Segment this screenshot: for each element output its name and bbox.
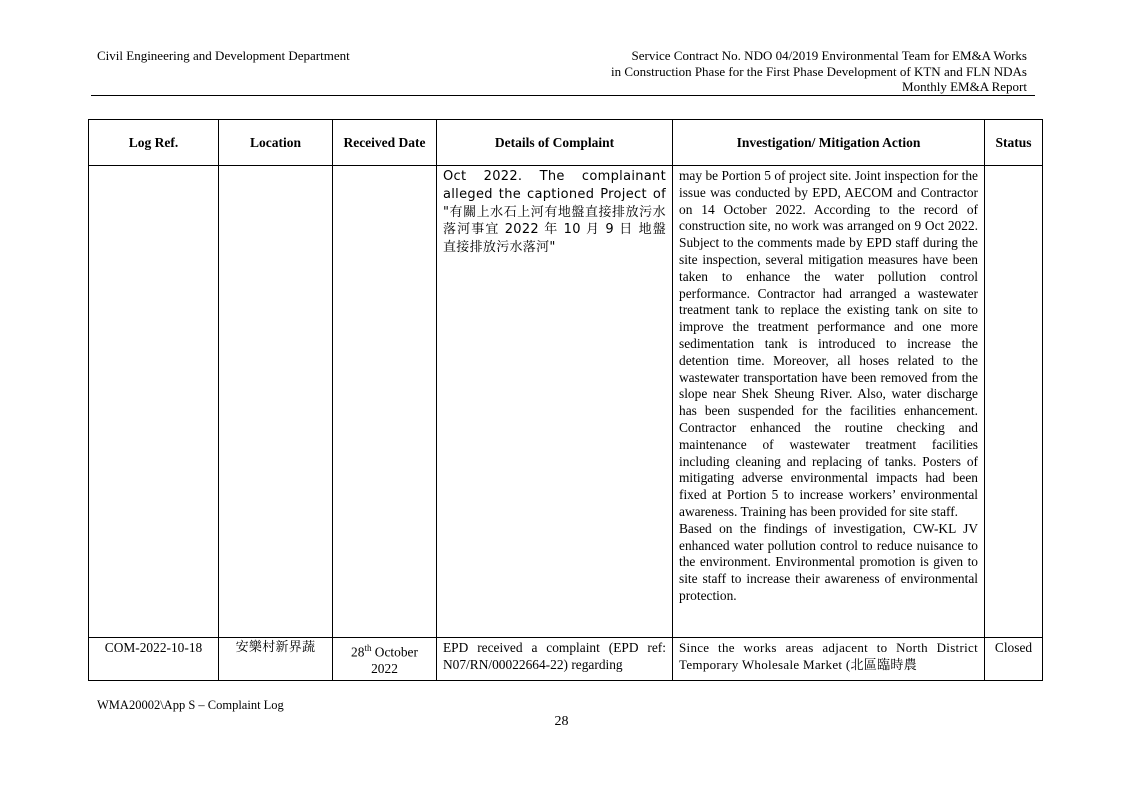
column-header-status: Status: [985, 120, 1043, 166]
complaint-log-table: [88, 119, 1043, 681]
column-header-details: Details of Complaint: [437, 120, 673, 166]
investigation-paragraph: may be Portion 5 of project site. Joint inspection for the issue was conducted by EPD, AECOM and Contractor on 14 October 2022. According to the record of construction site, no work was arranged on 9 Oct 2022. Subject to the comments made by EPD staff during the site inspection, several mitigation measures have been taken to enhance the water pollution control performance. Contractor had arranged a wastewater treatment tank to replace the existing tank on site to improve the treatment performance and one more sedimentation tank is introduced to increase the detention time. Moreover, all hoses related to the wastewater transportation have been removed from the slope near Shek Sheung River. Also, water discharge has been suspended for the facilities enhancement. Contractor enhanced the routine checking and maintenance of wastewater treatment facilities including cleaning and replacing of tanks. Posters of mitigating adverse environmental impacts had been fixed at Portion 5 to increase workers’ environmental awareness. Training has been provided for site staff.: [679, 168, 978, 519]
received-day: 28: [351, 644, 365, 660]
received-month-year: October 2022: [371, 644, 418, 677]
cell-received-date: [333, 166, 437, 638]
column-header-received-date: Received Date: [333, 120, 437, 166]
cell-status: [985, 166, 1043, 638]
column-header-investigation: Investigation/ Mitigation Action: [673, 120, 985, 166]
table-row: [89, 638, 1043, 681]
cell-investigation: Since the works areas adjacent to North District Temporary Wholesale Market (北區臨時農: [673, 638, 985, 681]
details-text: Oct 2022. The complainant alleged the captioned Project of "有關上水石上河有地盤直接排放污水落河事宜 2022 年 10 月 9 日 地盤直接排放污水落河": [443, 169, 666, 256]
page-number: 28: [554, 714, 569, 729]
column-header-log-ref: Log Ref.: [89, 120, 219, 166]
cell-investigation: [673, 166, 985, 638]
cell-location: [219, 166, 333, 638]
column-header-location: Location: [219, 120, 333, 166]
header-divider: [91, 95, 1035, 96]
footer-document-reference: WMA20002\App S – Complaint Log: [97, 698, 284, 712]
table-row: [89, 166, 1043, 638]
header-report-type: Monthly EM&A Report: [902, 79, 1027, 94]
cell-received-date: [333, 638, 437, 681]
cell-status: Closed: [985, 638, 1043, 681]
cell-details: [437, 166, 673, 638]
cell-log-ref: COM-2022-10-18: [89, 638, 219, 681]
investigation-paragraph: Based on the findings of investigation, CW-KL JV enhanced water pollution control to reduce nuisance to the environment. Environmental promotion is given to site staff to increase their awareness of environmental protection.: [679, 520, 978, 603]
cell-details: EPD received a complaint (EPD ref: N07/RN/00022664-22) regarding: [437, 638, 673, 681]
received-day-suffix: th: [364, 643, 372, 653]
cell-location: 安樂村新界蔬: [219, 638, 333, 681]
header-contract: [611, 48, 1027, 95]
header-department: Civil Engineering and Development Department: [97, 48, 350, 63]
header-contract-line1: Service Contract No. NDO 04/2019 Environmental Team for EM&A Works: [631, 48, 1027, 63]
table-header-row: [89, 120, 1043, 166]
header-contract-line2: in Construction Phase for the First Phase Development of KTN and FLN NDAs: [611, 63, 1027, 79]
cell-log-ref: [89, 166, 219, 638]
